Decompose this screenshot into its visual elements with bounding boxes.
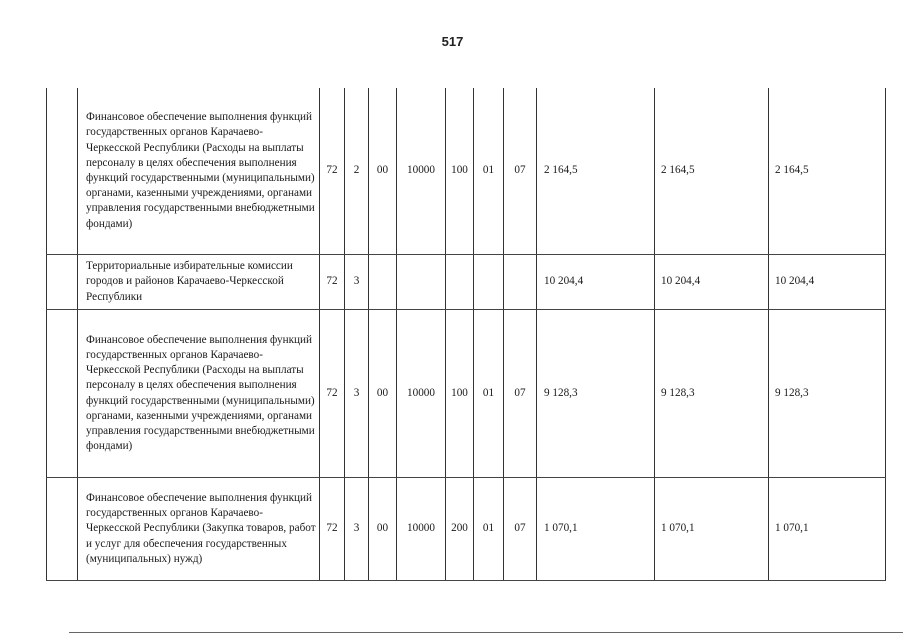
code-cell [504,255,537,310]
code-cell: 01 [474,88,504,255]
expense-name-cell: Финансовое обеспечение выполнения функций государственных органов Карачаево-Черкесской Республики (Расходы на выплаты персоналу в целях обеспечения выполнения функций государственными (муниципальными) органами, казенными учреждениями, органами управления государственными внебюджетными фондами) [78,310,320,478]
code-cell: 72 [320,310,345,478]
page-number: 517 [441,34,464,49]
page-divider [69,632,903,633]
amount-cell: 2 164,5 [769,88,886,255]
table-row [47,255,886,310]
budget-table [46,88,886,581]
amount-cell: 10 204,4 [655,255,769,310]
amount-cell: 2 164,5 [537,88,655,255]
code-cell: 01 [474,478,504,581]
code-cell [397,255,446,310]
expense-name-cell: Финансовое обеспечение выполнения функций государственных органов Карачаево-Черкесской Республики (Закупка товаров, работ и услуг для обеспечения государственных (муниципальных) нужд) [78,478,320,581]
empty-cell [47,255,78,310]
code-cell: 72 [320,478,345,581]
table-row [47,88,886,255]
code-cell: 72 [320,88,345,255]
code-cell [474,255,504,310]
code-cell: 07 [504,478,537,581]
code-cell: 07 [504,88,537,255]
amount-cell: 9 128,3 [537,310,655,478]
amount-cell: 10 204,4 [769,255,886,310]
code-cell: 00 [369,88,397,255]
empty-cell [47,478,78,581]
code-cell: 100 [446,310,474,478]
code-cell: 2 [345,88,369,255]
amount-cell: 9 128,3 [655,310,769,478]
expense-name-cell: Территориальные избирательные комиссии городов и районов Карачаево-Черкесской Республики [78,255,320,310]
code-cell [446,255,474,310]
code-cell: 00 [369,478,397,581]
code-cell: 10000 [397,478,446,581]
amount-cell: 2 164,5 [655,88,769,255]
code-cell: 00 [369,310,397,478]
amount-cell: 9 128,3 [769,310,886,478]
code-cell: 3 [345,478,369,581]
code-cell: 01 [474,310,504,478]
amount-cell: 1 070,1 [655,478,769,581]
empty-cell [47,88,78,255]
amount-cell: 10 204,4 [537,255,655,310]
code-cell: 07 [504,310,537,478]
code-cell: 100 [446,88,474,255]
empty-cell [47,310,78,478]
code-cell: 3 [345,255,369,310]
code-cell: 10000 [397,310,446,478]
table-row [47,310,886,478]
code-cell: 3 [345,310,369,478]
expense-name-cell: Финансовое обеспечение выполнения функций государственных органов Карачаево-Черкесской Республики (Расходы на выплаты персоналу в целях обеспечения выполнения функций государственными (муниципальными) органами, казенными учреждениями, органами управления государственными внебюджетными фондами) [78,88,320,255]
code-cell: 10000 [397,88,446,255]
code-cell [369,255,397,310]
code-cell: 72 [320,255,345,310]
code-cell: 200 [446,478,474,581]
amount-cell: 1 070,1 [769,478,886,581]
amount-cell: 1 070,1 [537,478,655,581]
table-row [47,478,886,581]
